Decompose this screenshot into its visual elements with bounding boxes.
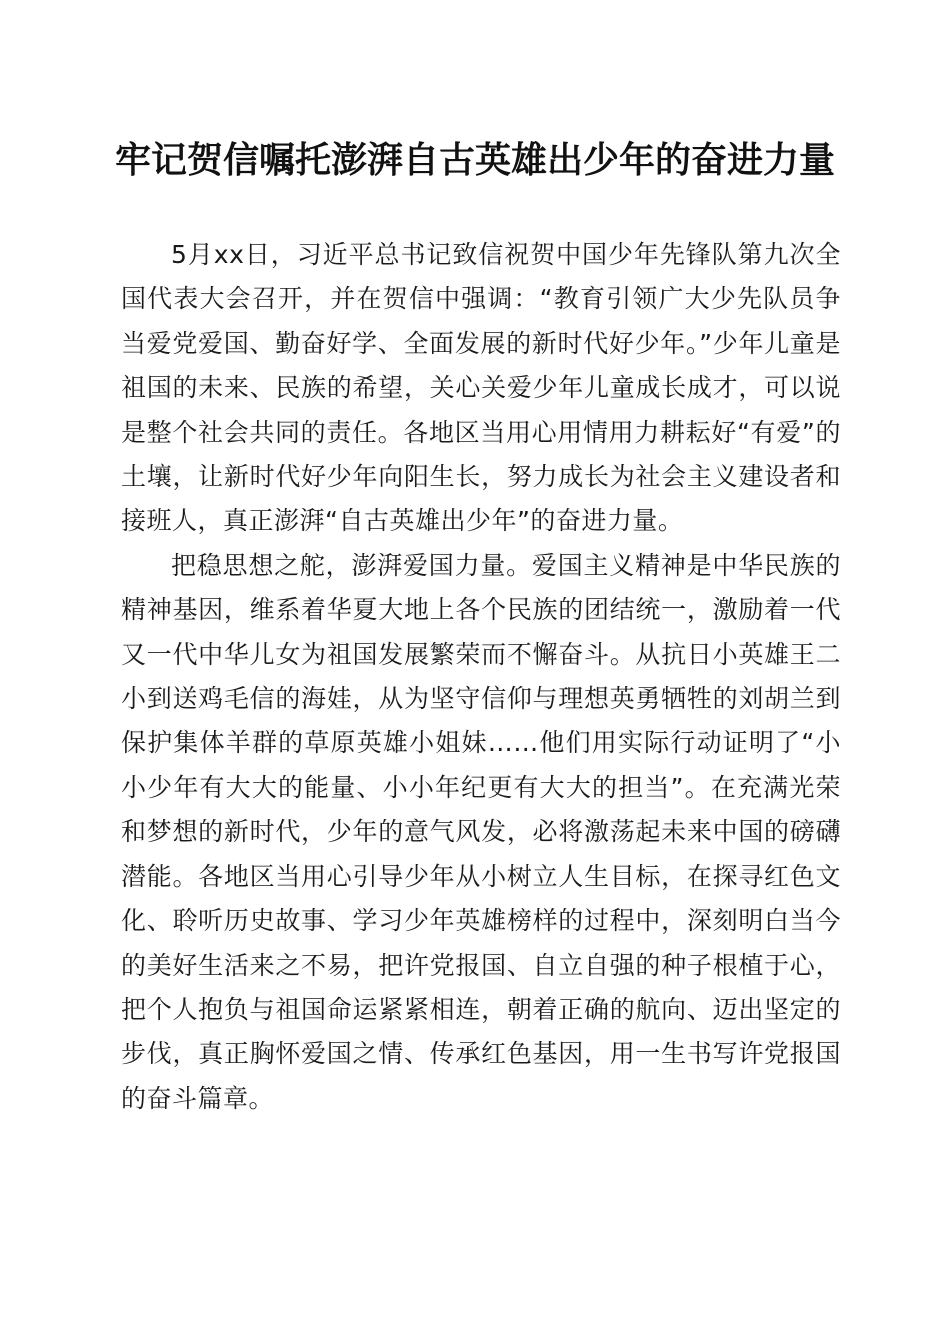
paragraph-2: 把稳思想之舵，澎湃爱国力量。爱国主义精神是中华民族的精神基因，维系着华夏大地上各个民族的团结统一，激励着一代又一代中华儿女为祖国发展繁荣而不懈奋斗。从抗日小英雄王二小到送鸡毛信的海娃，从为坚守信仰与理想英勇牺牲的刘胡兰到保护集体羊群的草原英雄小姐妹……他们用实际行动证明了“小小少年有大大的能量、小小年纪更有大大的担当”。在充满光荣和梦想的新时代，少年的意气风发，必将激荡起未来中国的磅礴潜能。各地区当用心引导少年从小树立人生目标，在探寻红色文化、聆听历史故事、学习少年英雄榜样的过程中，深刻明白当今的美好生活来之不易，把许党报国、自立自强的种子根植于心，把个人抱负与祖国命运紧紧相连，朝着正确的航向、迈出坚定的步伐，真正胸怀爱国之情、传承红色基因，用一生书写许党报国的奋斗篇章。: [121, 550, 841, 1113]
paragraph-1: 5月xx日，习近平总书记致信祝贺中国少年先锋队第九次全国代表大会召开，并在贺信中强调：“教育引领广大少先队员争当爱党爱国、勤奋好学、全面发展的新时代好少年。”少年儿童是祖国的未来、民族的希望，关心关爱少年儿童成长成才，可以说是整个社会共同的责任。各地区当用心用情用力耕耘好“有爱”的土壤，让新时代好少年向阳生长，努力成长为社会主义建设者和接班人，真正澎湃“自古英雄出少年”的奋进力量。: [121, 240, 841, 536]
document-title: 牢记贺信嘱托澎湃自古英雄出少年的奋进力量: [114, 139, 835, 181]
document-body: [121, 233, 841, 1121]
